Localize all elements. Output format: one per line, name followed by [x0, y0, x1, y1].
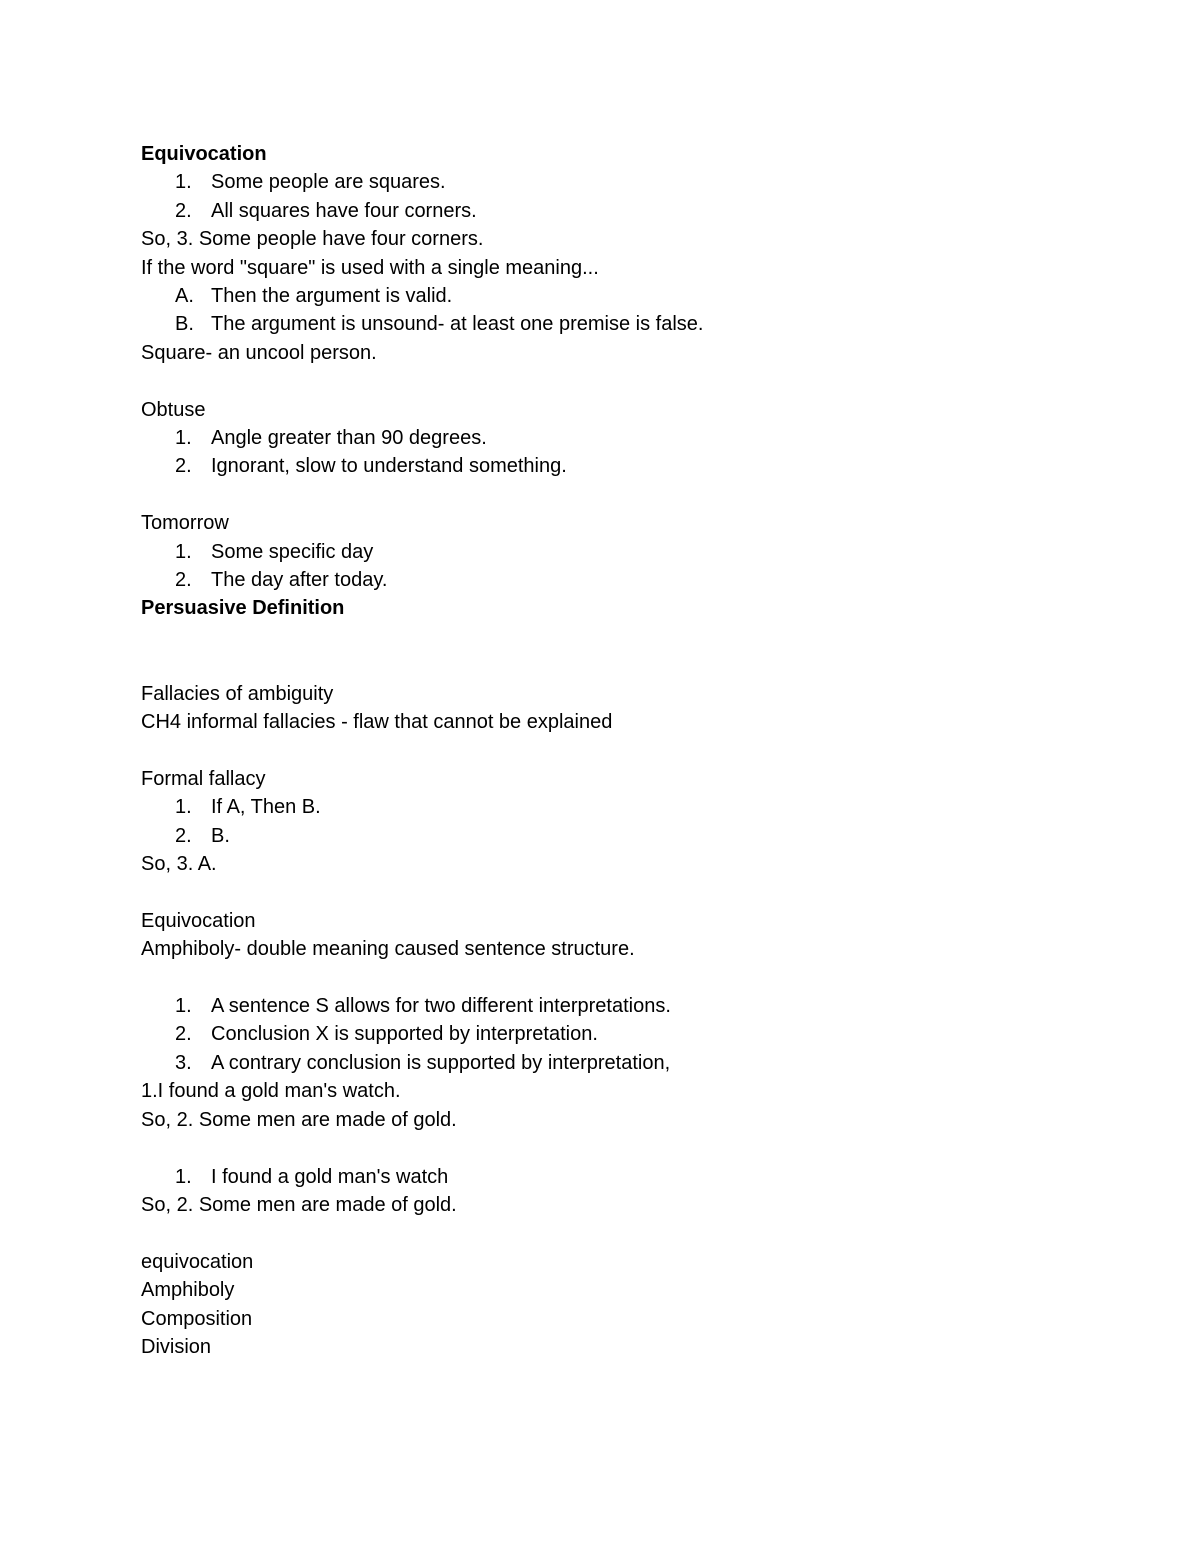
list-marker: B. [175, 313, 194, 336]
conclusion-line: So, 3. A. [141, 853, 217, 876]
list-item-text: Angle greater than 90 degrees. [211, 427, 487, 450]
blank-line [141, 481, 1061, 509]
conclusion-line: So, 2. Some men are made of gold. [141, 1193, 457, 1216]
list-marker: 1. [175, 1165, 192, 1188]
list-marker: 2. [175, 569, 192, 592]
list-marker: 2. [175, 455, 192, 478]
blank-line [141, 736, 1061, 764]
heading-obtuse: Obtuse [141, 398, 206, 421]
list-item [141, 992, 1061, 1020]
list-item-text: All squares have four corners. [211, 199, 477, 222]
blank-line [141, 878, 1061, 906]
blank-line [141, 623, 1061, 651]
blank-line [141, 1134, 1061, 1162]
heading-formal-fallacy: Formal fallacy [141, 767, 266, 790]
list-marker: 3. [175, 1051, 192, 1074]
list-item-text: I found a gold man's watch [211, 1165, 449, 1188]
list-item [141, 822, 1061, 850]
example-line: 1.I found a gold man's watch. [141, 1080, 401, 1103]
list-item-text: If A, Then B. [211, 796, 321, 819]
conclusion-line: So, 3. Some people have four corners. [141, 228, 484, 251]
heading-equivocation: Equivocation [141, 143, 267, 165]
blank-line [141, 367, 1061, 395]
list-item [141, 168, 1061, 196]
list-marker: 2. [175, 199, 192, 222]
list-item [141, 197, 1061, 225]
list-item-text: Some specific day [211, 540, 374, 563]
blank-line [141, 651, 1061, 679]
list-marker: 2. [175, 1023, 192, 1046]
list-item-text: B. [211, 824, 230, 847]
list-item [141, 1049, 1061, 1077]
summary-line: equivocation [141, 1250, 254, 1273]
list-marker: 1. [175, 796, 192, 819]
summary-line: Division [141, 1335, 212, 1358]
summary-line: Composition [141, 1307, 253, 1330]
list-item [141, 282, 1061, 310]
list-item [141, 1020, 1061, 1048]
list-item [141, 452, 1061, 480]
question-line: If the word "square" is used with a single meaning... [141, 256, 599, 279]
blank-line [141, 1219, 1061, 1247]
heading-tomorrow: Tomorrow [141, 512, 229, 535]
amphiboly-line: Amphiboly- double meaning caused sentence structure. [141, 938, 635, 961]
fallacies-line: CH4 informal fallacies - flaw that cannot be explained [141, 711, 613, 734]
list-item-text: A sentence S allows for two different interpretations. [211, 995, 671, 1018]
fallacies-line: Fallacies of ambiguity [141, 682, 334, 705]
list-item [141, 793, 1061, 821]
list-item [141, 538, 1061, 566]
heading-persuasive-definition: Persuasive Definition [141, 597, 345, 620]
example-line: So, 2. Some men are made of gold. [141, 1108, 457, 1131]
list-item-text: Ignorant, slow to understand something. [211, 455, 567, 478]
list-item-text: Conclusion X is supported by interpretation. [211, 1023, 598, 1046]
blank-line [141, 964, 1061, 992]
equivocation-line: Equivocation [141, 909, 256, 932]
list-marker: A. [175, 285, 194, 308]
list-item-text: Some people are squares. [211, 171, 446, 194]
list-marker: 1. [175, 171, 192, 194]
list-item-text: The argument is unsound- at least one premise is false. [211, 313, 704, 336]
list-marker: 1. [175, 540, 192, 563]
list-marker: 2. [175, 824, 192, 847]
document-page [141, 140, 1061, 1361]
list-marker: 1. [175, 995, 192, 1018]
list-marker: 1. [175, 427, 192, 450]
list-item [141, 310, 1061, 338]
list-item [141, 1163, 1061, 1191]
list-item [141, 424, 1061, 452]
list-item [141, 566, 1061, 594]
list-item-text: A contrary conclusion is supported by interpretation, [211, 1051, 671, 1074]
list-item-text: Then the argument is valid. [211, 285, 453, 308]
summary-line: Amphiboly [141, 1279, 235, 1302]
note-line: Square- an uncool person. [141, 341, 377, 364]
list-item-text: The day after today. [211, 569, 388, 592]
